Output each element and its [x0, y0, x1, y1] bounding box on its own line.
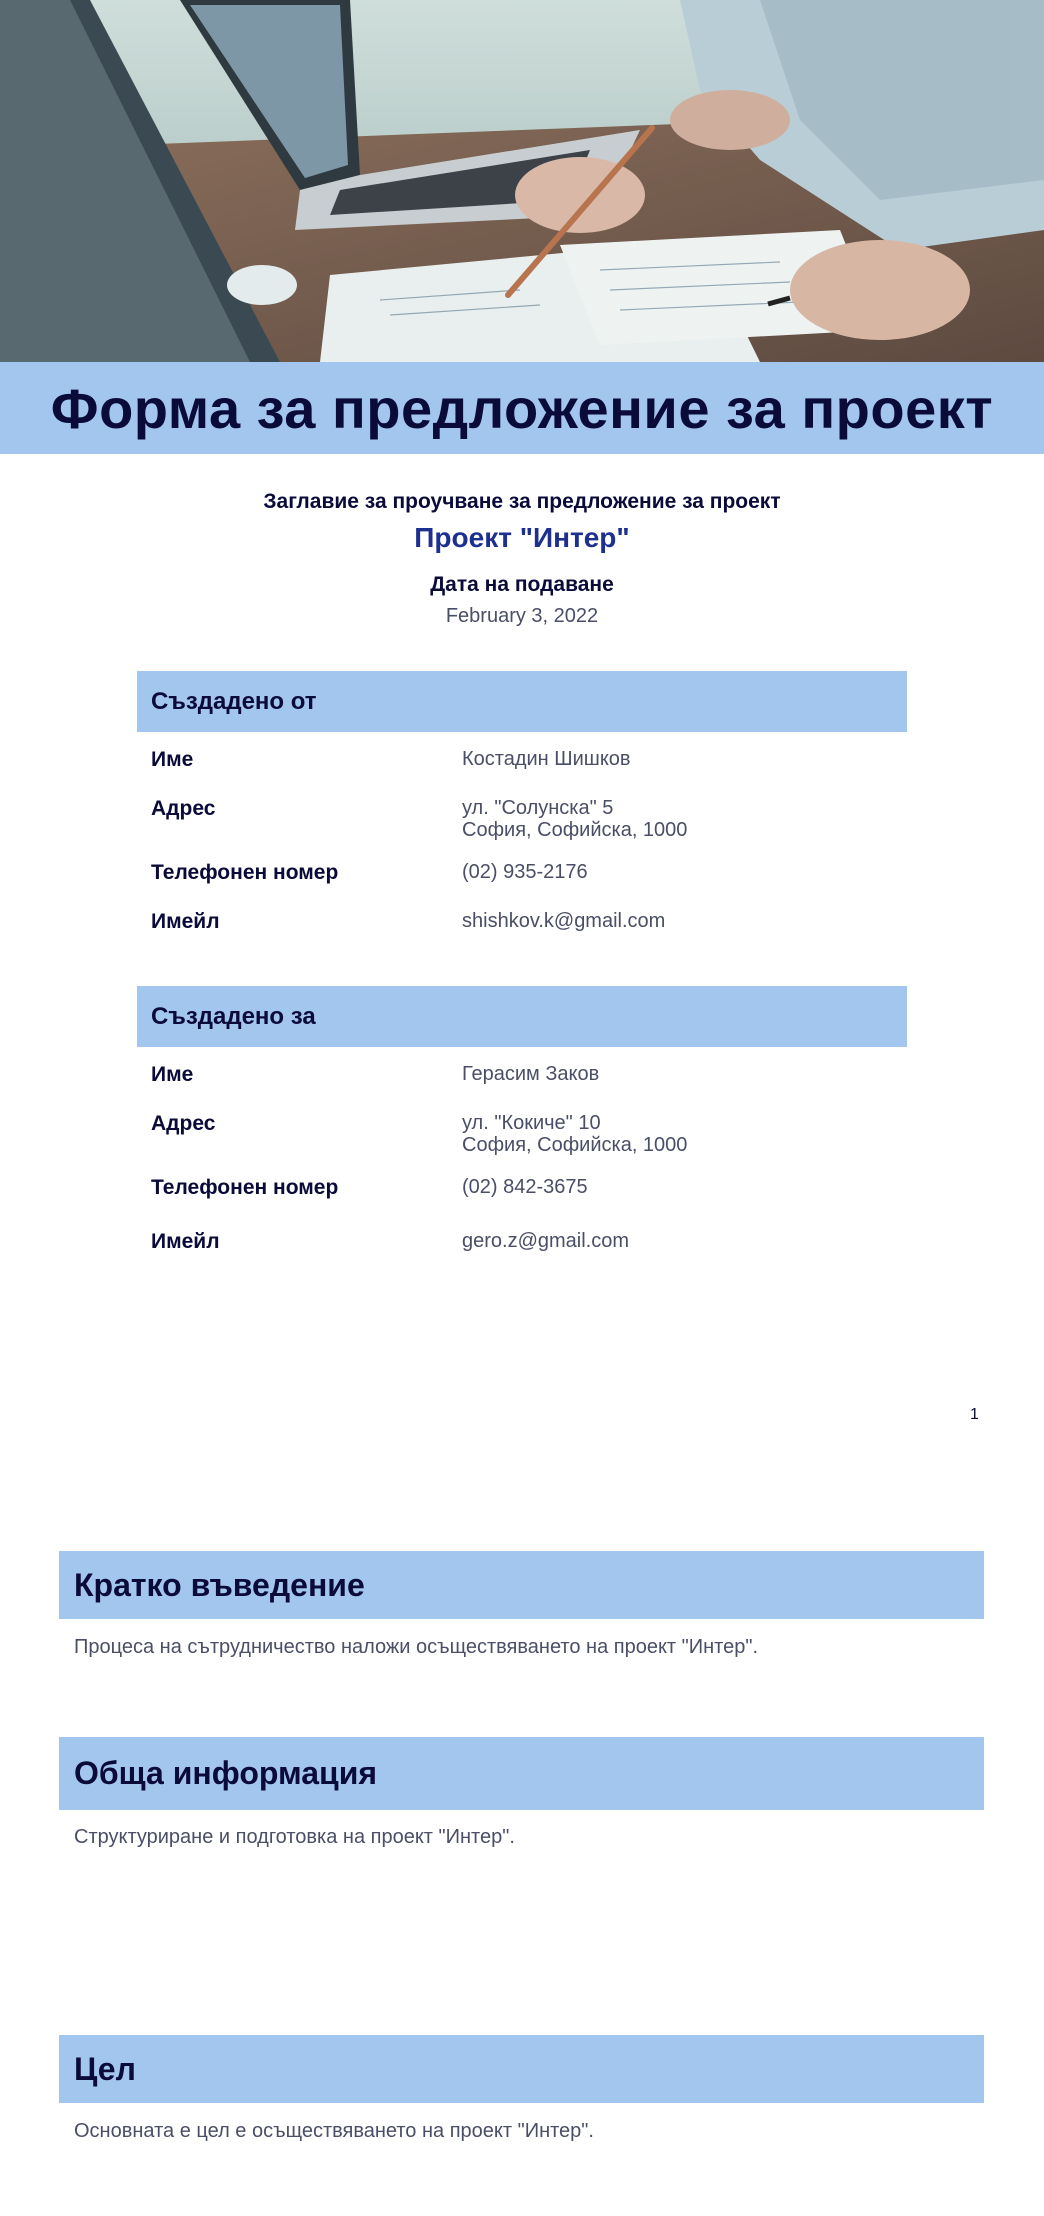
section-goal-text: Основната е цел е осъществяването на проект "Интер". — [74, 2120, 594, 2142]
created-for-address-label: Адрес — [151, 1112, 216, 1135]
date-value: February 3, 2022 — [445, 605, 599, 627]
section-intro-text: Процеса на сътрудничество наложи осъществяването на проект "Интер". — [74, 1636, 758, 1658]
created-for-phone: (02) 842-3675 — [462, 1176, 588, 1198]
subtitle-label: Заглавие за проучване за предложение за проект — [263, 490, 781, 513]
created-for-email-label: Имейл — [151, 1230, 220, 1253]
address-line-2: София, Софийска, 1000 — [462, 819, 688, 841]
created-by-email: shishkov.k@gmail.com — [462, 910, 666, 932]
created-for-address — [462, 1112, 687, 1156]
created-for-name-label: Име — [151, 1063, 194, 1086]
created-by-email-label: Имейл — [151, 910, 220, 933]
title-band — [0, 362, 1044, 454]
section-general-text: Структуриране и подготовка на проект "Интер". — [74, 1826, 515, 1848]
created-by-address-label: Адрес — [151, 797, 216, 820]
hero-image — [0, 0, 1044, 362]
page-number: 1 — [970, 1406, 979, 1423]
section-goal-header: Цел — [59, 2035, 984, 2103]
created-for-header: Създадено за — [137, 986, 907, 1047]
created-for-email: gero.z@gmail.com — [462, 1230, 630, 1252]
created-for-name: Герасим Заков — [462, 1063, 600, 1085]
created-by-name: Костадин Шишков — [462, 748, 631, 770]
created-by-header: Създадено от — [137, 671, 907, 732]
section-intro-header: Кратко въведение — [59, 1551, 984, 1619]
address-line-1: ул. "Кокиче" 10 — [462, 1112, 601, 1134]
created-by-phone: (02) 935-2176 — [462, 861, 588, 883]
created-by-address — [462, 797, 687, 841]
section-general-header: Обща информация — [59, 1737, 984, 1810]
address-line-1: ул. "Солунска" 5 — [462, 797, 614, 819]
created-by-phone-label: Телефонен номер — [151, 861, 339, 884]
created-by-name-label: Име — [151, 748, 194, 771]
address-line-2: София, Софийска, 1000 — [462, 1134, 688, 1156]
created-for-phone-label: Телефонен номер — [151, 1176, 339, 1199]
date-label: Дата на подаване — [430, 573, 614, 596]
page-title: Форма за предложение за проект — [50, 376, 994, 440]
project-name: Проект "Интер" — [414, 522, 630, 553]
